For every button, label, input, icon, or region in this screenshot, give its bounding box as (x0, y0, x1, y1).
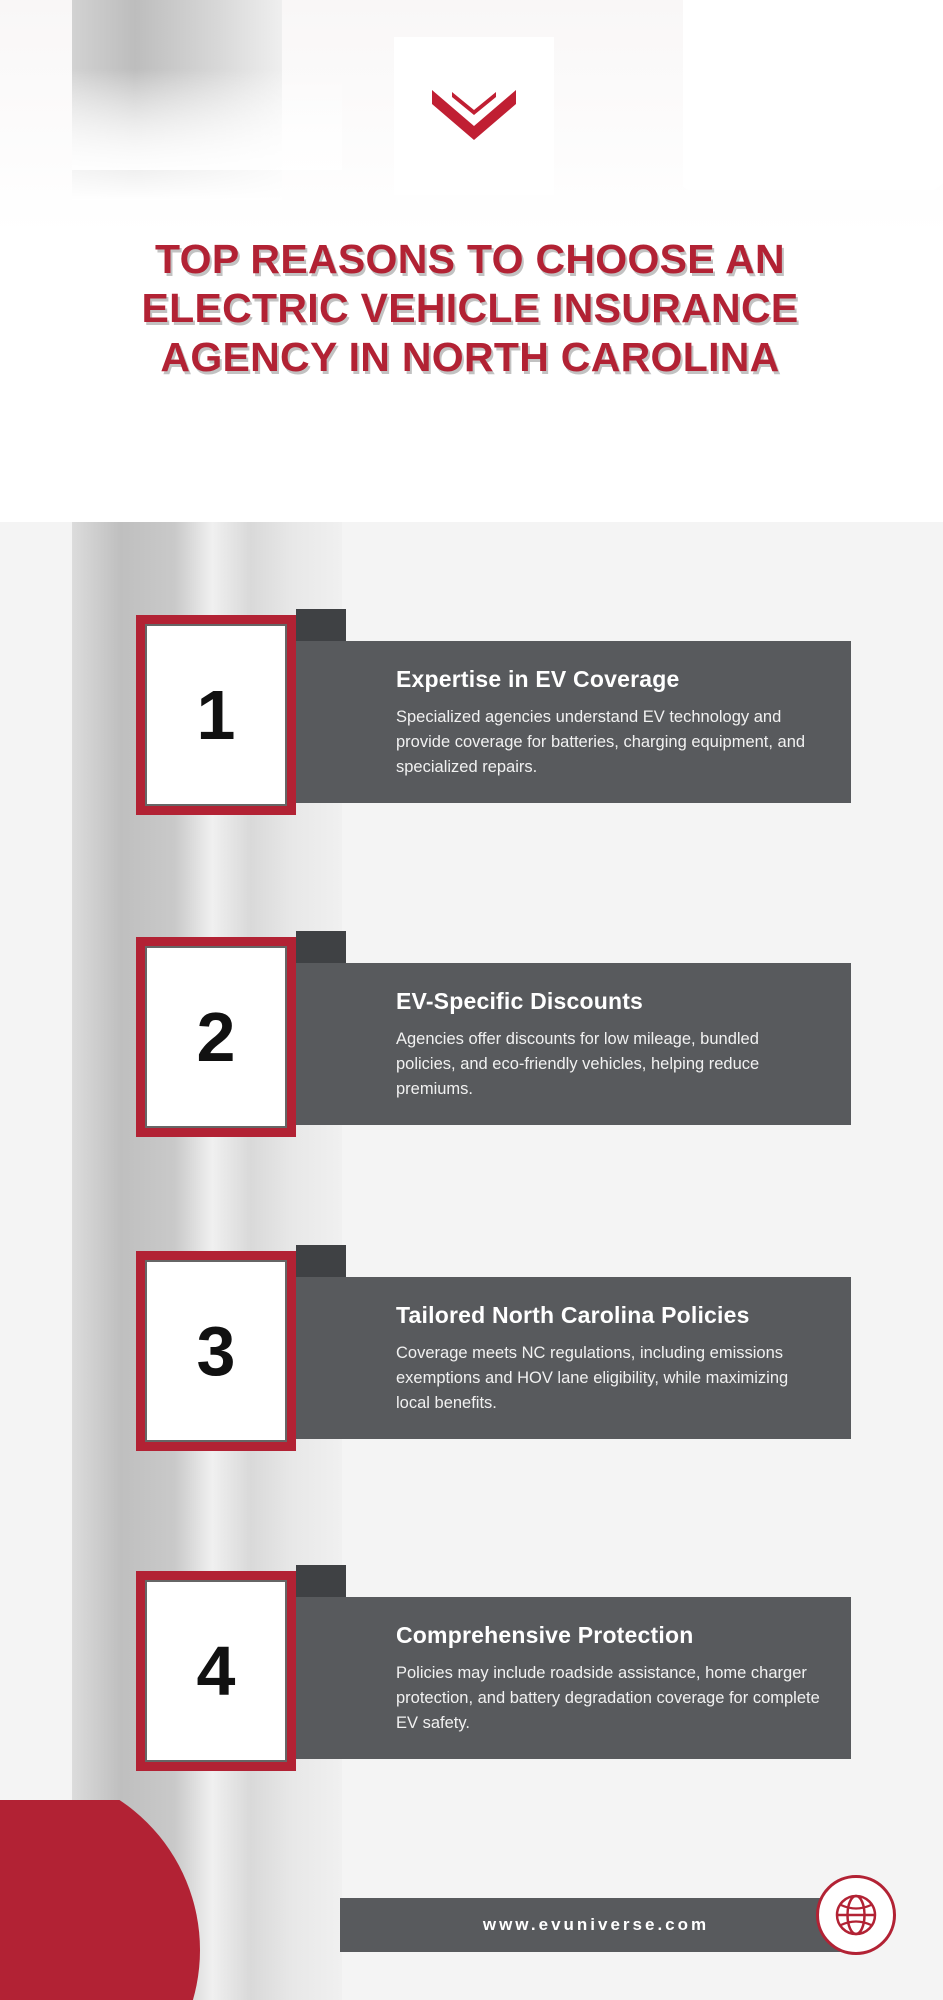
reason-body-4: Policies may include roadside assistance, home charger protection, and battery degradation coverage for complete EV safety. (396, 1664, 820, 1732)
globe-icon (834, 1893, 878, 1937)
footer-bar (340, 1898, 852, 1952)
red-arc-mask (683, 0, 943, 190)
panel-notch-2 (296, 931, 346, 963)
panel-notch-3 (296, 1245, 346, 1277)
reason-number-inner-1 (145, 624, 287, 806)
page-title: TOP REASONS TO CHOOSE AN ELECTRIC VEHICLE INSURANCE AGENCY IN NORTH CAROLINA (141, 236, 799, 380)
reason-panel-3 (296, 1277, 851, 1439)
panel-notch-4 (296, 1565, 346, 1597)
band-top-fade (72, 0, 342, 170)
reason-number-inner-3 (145, 1260, 287, 1442)
reason-number-2: 2 (196, 998, 236, 1076)
reason-title-2: EV-Specific Discounts (396, 988, 644, 1014)
reason-number-4: 4 (196, 1632, 236, 1710)
bottom-corner-decoration (0, 1800, 240, 2000)
globe-badge[interactable] (816, 1875, 896, 1955)
reason-number-box-4 (136, 1571, 296, 1771)
red-arc-bottom (0, 1800, 200, 2000)
reason-title-4: Comprehensive Protection (396, 1622, 694, 1648)
reason-number-box-1 (136, 615, 296, 815)
reason-panel-1 (296, 641, 851, 803)
reason-body-3: Coverage meets NC regulations, including emissions exemptions and HOV lane eligibility, while maximizing local benefits. (396, 1344, 789, 1412)
reason-number-box-2 (136, 937, 296, 1137)
reason-body-2: Agencies offer discounts for low mileage, bundled policies, and eco-friendly vehicles, helping reduce premiums. (396, 1030, 760, 1098)
chevron-logo-icon (428, 84, 520, 148)
panel-notch-1 (296, 609, 346, 641)
reason-title-1: Expertise in EV Coverage (396, 666, 680, 692)
reason-number-inner-4 (145, 1580, 287, 1762)
reason-title-3: Tailored North Carolina Policies (396, 1302, 750, 1328)
website-url[interactable]: www.evuniverse.com (482, 1915, 710, 1934)
reason-number-1: 1 (196, 676, 236, 754)
corner-decoration (683, 0, 943, 190)
reason-number-box-3 (136, 1251, 296, 1451)
reason-panel-4 (296, 1597, 851, 1759)
reason-number-inner-2 (145, 946, 287, 1128)
logo (394, 37, 554, 195)
reason-panel-2 (296, 963, 851, 1125)
reason-number-3: 3 (196, 1312, 236, 1390)
reason-body-1: Specialized agencies understand EV technology and provide coverage for batteries, charging equipment, and specialized repairs. (396, 708, 806, 776)
